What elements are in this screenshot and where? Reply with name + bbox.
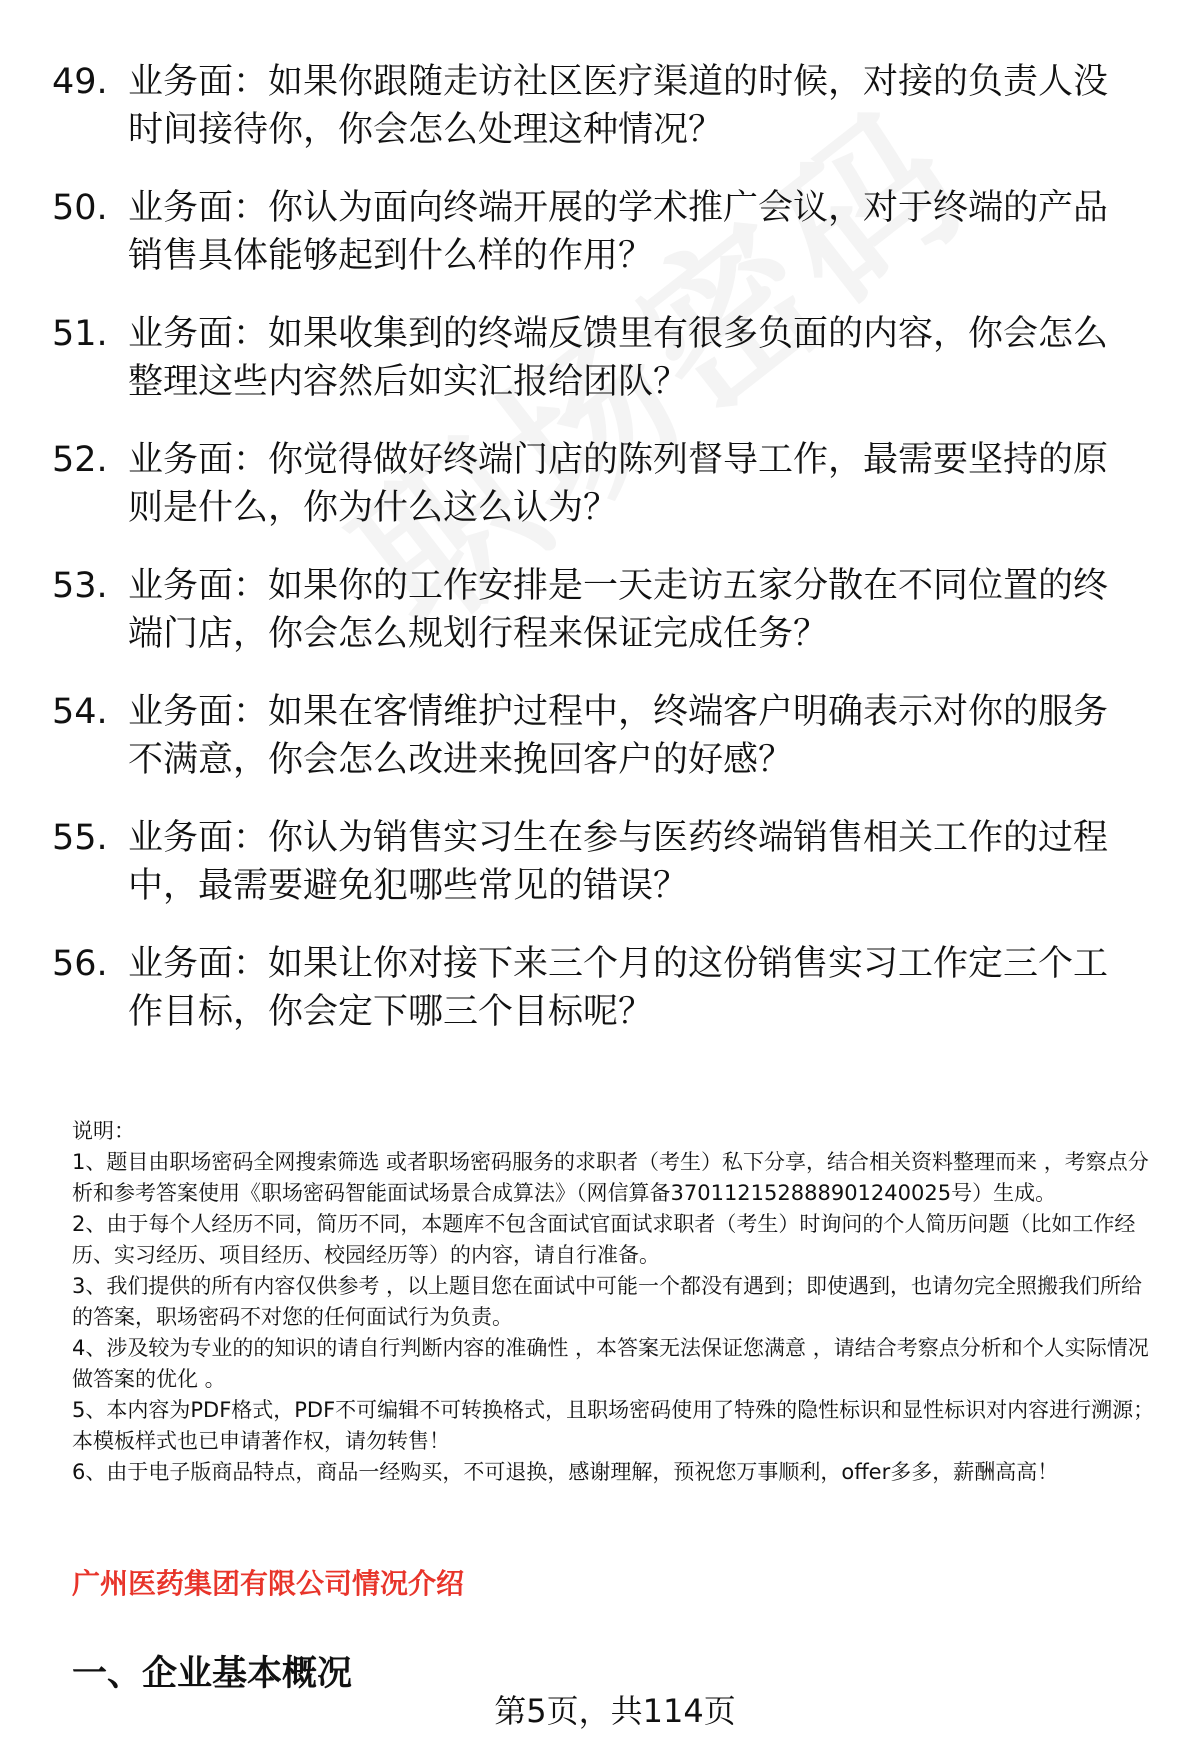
question-number: 50.	[52, 188, 108, 228]
note-item: 3、我们提供的所有内容仅供参考 ，以上题目您在面试中可能一个都没有遇到；即使遇到，也请勿完全照搬我们所给的答案，职场密码不对您的任何面试行为负责。	[72, 1274, 1143, 1329]
question-item	[52, 310, 1152, 406]
question-item	[52, 814, 1152, 910]
question-item	[52, 184, 1152, 280]
question-text: 业务面：如果在客情维护过程中，终端客户明确表示对你的服务不满意，你会怎么改进来挽回客户的好感？	[128, 692, 1109, 780]
page-footer: 第5页，共114页	[494, 1692, 736, 1730]
question-number: 54.	[52, 692, 108, 732]
question-list	[52, 58, 1152, 1066]
question-text: 业务面：你认为面向终端开展的学术推广会议，对于终端的产品销售具体能够起到什么样的作用？	[128, 188, 1109, 276]
section-title: 一、企业基本概况	[72, 1654, 353, 1694]
question-number: 49.	[52, 62, 108, 102]
company-title: 广州医药集团有限公司情况介绍	[72, 1567, 465, 1600]
question-item	[52, 688, 1152, 784]
question-text: 业务面：你觉得做好终端门店的陈列督导工作，最需要坚持的原则是什么，你为什么这么认为？	[128, 440, 1109, 528]
question-number: 55.	[52, 818, 108, 858]
question-text: 业务面：如果你跟随走访社区医疗渠道的时候，对接的负责人没时间接待你，你会怎么处理这种情况？	[128, 62, 1109, 150]
question-text: 业务面：如果你的工作安排是一天走访五家分散在不同位置的终端门店，你会怎么规划行程来保证完成任务？	[128, 566, 1109, 654]
question-text: 业务面：如果让你对接下来三个月的这份销售实习工作定三个工作目标，你会定下哪三个目标呢？	[128, 944, 1109, 1032]
question-number: 56.	[52, 944, 108, 984]
note-item: 6、由于电子版商品特点，商品一经购买，不可退换，感谢理解，预祝您万事顺利，offer多多，薪酬高高！	[72, 1460, 1059, 1484]
notes-section	[72, 1116, 1162, 1488]
question-number: 51.	[52, 314, 108, 354]
question-item	[52, 436, 1152, 532]
question-number: 53.	[52, 566, 108, 606]
note-item: 4、涉及较为专业的的知识的请自行判断内容的准确性 ，本答案无法保证您满意 ，请结合考察点分析和个人实际情况做答案的优化 。	[72, 1336, 1149, 1391]
question-item	[52, 562, 1152, 658]
note-item: 2、由于每个人经历不同，简历不同，本题库不包含面试官面试求职者（考生）时询问的个人简历问题（比如工作经历、实习经历、项目经历、校园经历等）的内容，请自行准备。	[72, 1212, 1136, 1267]
notes-heading: 说明：	[72, 1119, 135, 1143]
note-item: 1、题目由职场密码全网搜索筛选 或者职场密码服务的求职者（考生）私下分享，结合相关资料整理而来 ，考察点分析和参考答案使用《职场密码智能面试场景合成算法》（网信算备370112152888901240025号）生成。	[72, 1150, 1149, 1205]
question-text: 业务面：如果收集到的终端反馈里有很多负面的内容，你会怎么整理这些内容然后如实汇报给团队？	[128, 314, 1109, 402]
question-item	[52, 58, 1152, 154]
question-item	[52, 940, 1152, 1036]
question-text: 业务面：你认为销售实习生在参与医药终端销售相关工作的过程中，最需要避免犯哪些常见的错误？	[128, 818, 1109, 906]
note-item: 5、本内容为PDF格式，PDF不可编辑不可转换格式，且职场密码使用了特殊的隐性标识和显性标识对内容进行溯源；本模板样式也已申请著作权，请勿转售！	[72, 1398, 1155, 1453]
question-number: 52.	[52, 440, 108, 480]
